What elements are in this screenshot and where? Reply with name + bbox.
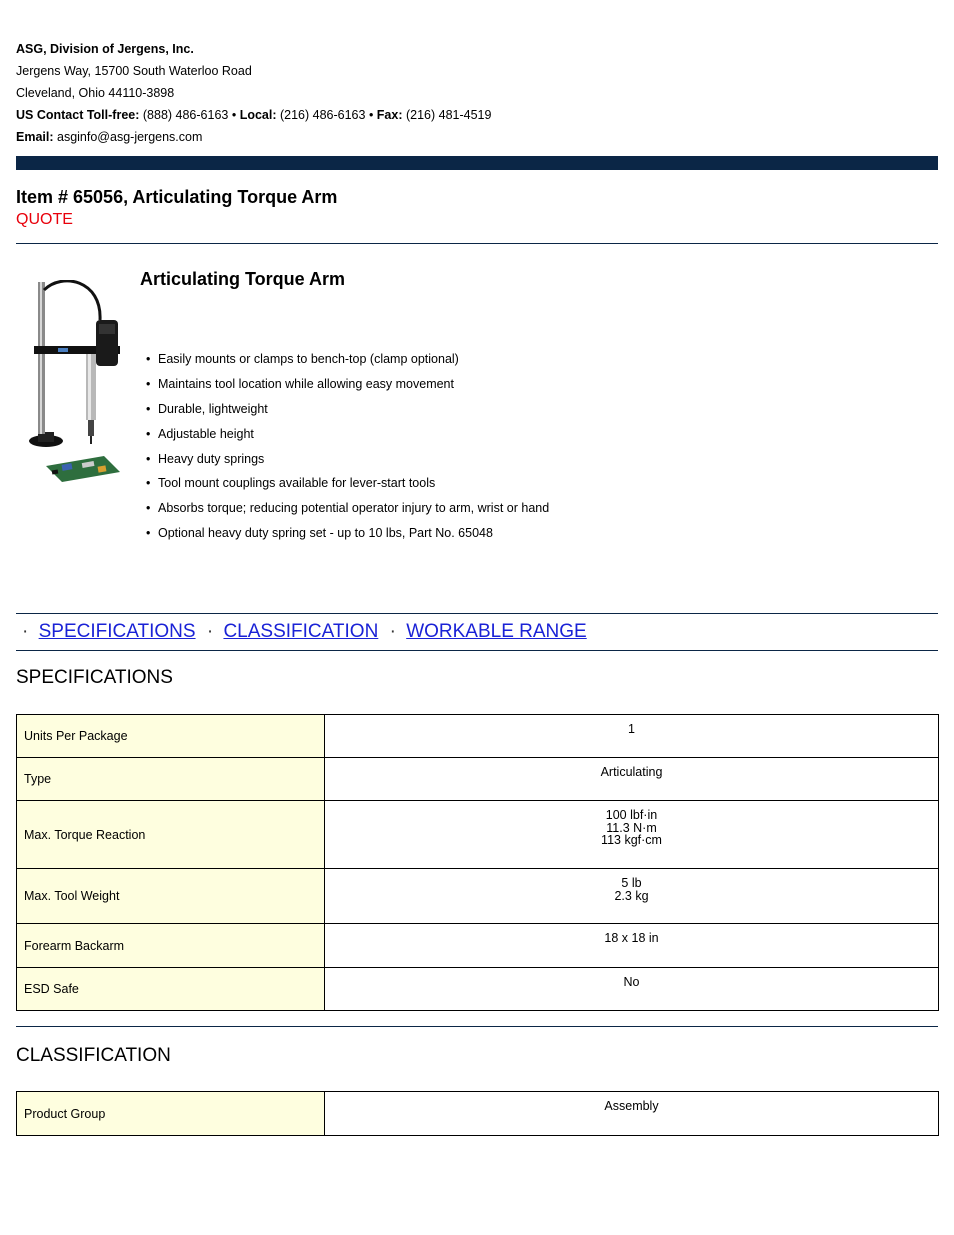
spec-value-line: 5 lb	[621, 876, 642, 890]
company-contact	[16, 38, 491, 148]
divider	[16, 243, 938, 244]
spec-value-line: 100 lbf·in	[605, 808, 658, 822]
spec-key: ESD Safe	[17, 968, 325, 1011]
table-row	[17, 715, 939, 758]
feature-item: • Maintains tool location while allowing easy movement	[158, 372, 549, 397]
spec-value-line: Articulating	[600, 765, 663, 779]
spec-value	[325, 715, 939, 758]
feature-item: • Durable, lightweight	[158, 397, 549, 422]
spec-value	[325, 869, 939, 924]
section-nav	[22, 621, 593, 643]
nav-link-classification[interactable]: CLASSIFICATION	[223, 621, 379, 642]
feature-item: • Tool mount couplings available for lever-start tools	[158, 471, 549, 496]
spec-value	[325, 968, 939, 1011]
feature-item: • Optional heavy duty spring set - up to 10 lbs, Part No. 65048	[158, 521, 549, 546]
fax-number: (216) 481-4519	[405, 108, 492, 122]
spec-value-line: 113 kgf·cm	[601, 833, 662, 847]
item-title: Item # 65056, Articulating Torque Arm	[16, 187, 338, 207]
spec-value-line: 18 x 18 in	[604, 931, 659, 945]
spec-key: Max. Torque Reaction	[17, 801, 325, 869]
classification-table	[16, 1091, 939, 1136]
spec-value-line: 11.3 N·m	[606, 820, 657, 835]
classification-value	[325, 1092, 939, 1136]
classification-key: Product Group	[17, 1092, 325, 1136]
table-row	[17, 1092, 939, 1136]
nav-separator: ·	[389, 621, 396, 642]
spec-value-line: No	[623, 975, 640, 989]
nav-link-specifications[interactable]: SPECIFICATIONS	[38, 621, 196, 642]
product-image	[22, 280, 132, 486]
spec-key: Forearm Backarm	[17, 924, 325, 968]
spec-value-line: 1	[628, 722, 635, 736]
table-row	[17, 968, 939, 1011]
spec-key: Units Per Package	[17, 715, 325, 758]
divider	[16, 613, 938, 614]
divider	[16, 1026, 938, 1027]
company-name: ASG, Division of Jergens, Inc.	[16, 42, 194, 56]
header-bar	[16, 156, 938, 170]
feature-item: • Absorbs torque; reducing potential operator injury to arm, wrist or hand	[158, 496, 549, 521]
feature-item: • Easily mounts or clamps to bench-top (clamp optional)	[158, 347, 549, 372]
feature-item: • Adjustable height	[158, 422, 549, 447]
spec-key: Type	[17, 758, 325, 801]
local-label: Local:	[239, 108, 277, 122]
local-number: (216) 486-6163	[279, 108, 366, 122]
spec-value-line: 2.3 kg	[614, 888, 649, 903]
table-row	[17, 869, 939, 924]
spec-value	[325, 924, 939, 968]
table-row	[17, 758, 939, 801]
specifications-table	[16, 714, 939, 1011]
tollfree-number: (888) 486-6163	[142, 108, 229, 122]
table-row	[17, 924, 939, 968]
feature-item: • Heavy duty springs	[158, 447, 549, 472]
fax-label: Fax:	[376, 108, 403, 122]
nav-separator: ·	[22, 621, 29, 642]
classification-value-line: Assembly	[604, 1099, 659, 1113]
feature-list	[158, 347, 549, 546]
tollfree-label: US Contact Toll-free:	[16, 108, 140, 122]
nav-separator: ·	[206, 621, 214, 642]
email-address: asginfo@asg-jergens.com	[57, 130, 203, 144]
quote-link[interactable]: QUOTE	[16, 211, 73, 228]
spec-key: Max. Tool Weight	[17, 869, 325, 924]
spec-value	[325, 758, 939, 801]
product-name: Articulating Torque Arm	[140, 269, 346, 289]
spec-value	[325, 801, 939, 869]
divider	[16, 650, 938, 651]
table-row	[17, 801, 939, 869]
email-label: Email:	[16, 130, 54, 144]
nav-link-workable-range[interactable]: WORKABLE RANGE	[406, 621, 587, 642]
company-address-line1: Jergens Way, 15700 South Waterloo Road	[16, 64, 252, 78]
company-phones: US Contact Toll-free: (888) 486-6163 • Local: (216) 486-6163 • Fax: (216) 481-4519	[16, 108, 492, 122]
company-address-line2: Cleveland, Ohio 44110-3898	[16, 86, 175, 100]
specifications-heading: SPECIFICATIONS	[16, 667, 173, 688]
classification-heading: CLASSIFICATION	[16, 1045, 171, 1066]
